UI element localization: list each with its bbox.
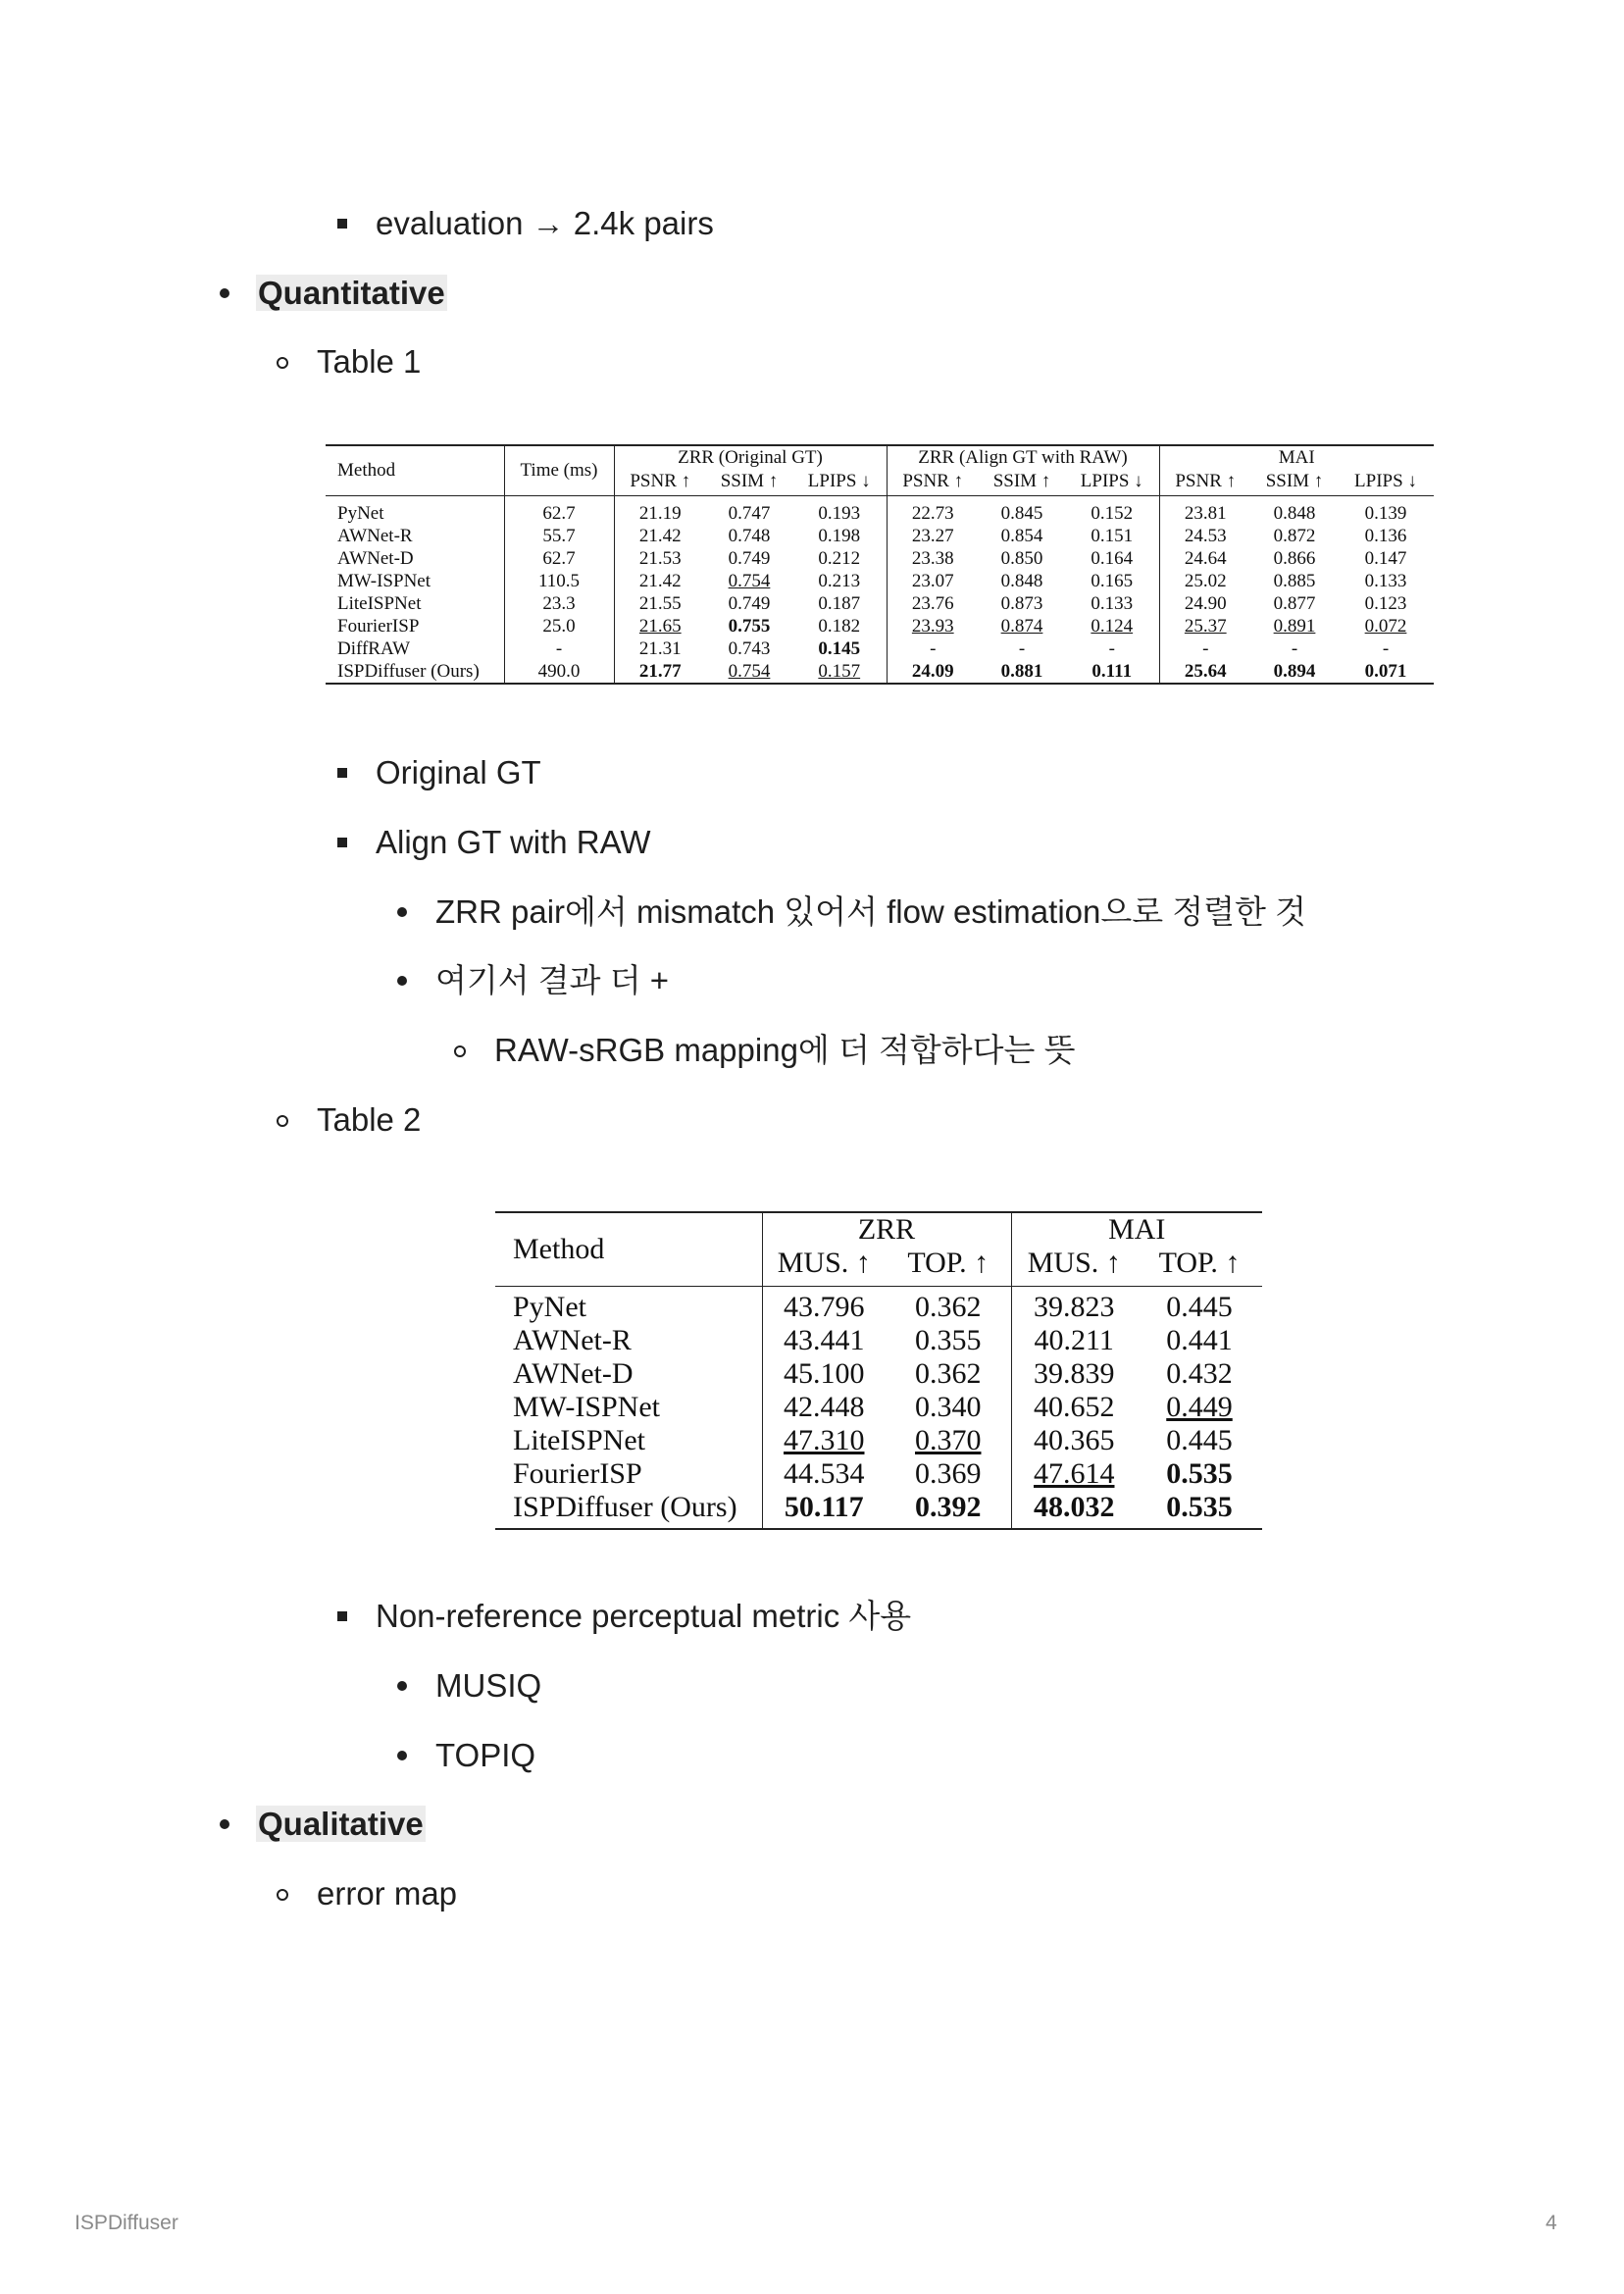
table-cell: 40.652	[1011, 1391, 1137, 1424]
t1-group-header: ZRR (Original GT)	[614, 445, 887, 470]
original-gt-line: Original GT	[376, 754, 541, 790]
table-cell: 21.53	[614, 547, 706, 570]
table-cell: 48.032	[1011, 1491, 1137, 1529]
t2-group-header: MAI	[1011, 1212, 1262, 1247]
table-cell: 0.133	[1091, 592, 1134, 614]
table-cell: 0.392	[886, 1491, 1011, 1529]
table-cell: 39.823	[1011, 1287, 1137, 1325]
table-cell: 0.071	[1338, 660, 1434, 684]
table-cell: 24.53	[1159, 525, 1251, 547]
table-cell: 0.850	[1000, 547, 1043, 569]
table-cell: 23.07	[887, 570, 979, 592]
table-cell: 0.848	[1273, 502, 1316, 524]
table-cell: -	[504, 637, 614, 660]
t2-method-header: Method	[495, 1212, 762, 1287]
table-row-method: FourierISP	[513, 1457, 642, 1490]
square-bullet-icon	[337, 838, 347, 847]
table-cell: 0.535	[1137, 1491, 1262, 1529]
t2-metric-header: TOP. ↑	[1137, 1247, 1262, 1287]
table-cell: 62.7	[504, 547, 614, 570]
table-row-method: MW-ISPNet	[337, 570, 431, 591]
section-heading-quantitative: Quantitative	[258, 275, 445, 311]
t1-metric-header: SSIM ↑	[979, 470, 1065, 496]
table-cell: 0.133	[1364, 570, 1407, 591]
table-cell: 25.0	[504, 615, 614, 637]
table-cell: 62.7	[504, 496, 614, 526]
align-gt-line: Align GT with RAW	[376, 824, 651, 860]
table-cell: 0.164	[1091, 547, 1134, 569]
t2-group-header: ZRR	[762, 1212, 1011, 1247]
table-cell: 0.136	[1364, 525, 1407, 546]
table-cell: 24.09	[887, 660, 979, 684]
circle-bullet-icon	[277, 357, 288, 369]
table-cell: -	[1108, 637, 1115, 659]
table-cell: 0.187	[818, 592, 861, 614]
table-cell: 40.365	[1011, 1424, 1137, 1457]
table-cell: 55.7	[504, 525, 614, 547]
square-bullet-icon	[337, 768, 347, 778]
table-row-method: AWNet-D	[337, 547, 414, 569]
table-cell: 39.839	[1011, 1357, 1137, 1391]
disc-bullet-icon	[397, 1681, 407, 1691]
t1-metric-header: LPIPS ↓	[792, 470, 887, 496]
t1-metric-header: LPIPS ↓	[1065, 470, 1159, 496]
table-cell: 0.198	[818, 525, 861, 546]
table-cell: 0.182	[818, 615, 861, 637]
t1-metric-header: PSNR ↑	[614, 470, 706, 496]
table-cell: 40.211	[1011, 1324, 1137, 1357]
table-cell: 21.55	[614, 592, 706, 615]
table-cell: 0.362	[915, 1291, 982, 1323]
table-cell: 42.448	[762, 1391, 886, 1424]
table-cell: 0.535	[1166, 1457, 1233, 1490]
table1-label: Table 1	[317, 343, 422, 380]
table-cell: 0.881	[979, 660, 1065, 684]
table-cell: 0.145	[818, 637, 861, 659]
section-heading-qualitative: Qualitative	[258, 1806, 424, 1842]
table-cell: 21.31	[614, 637, 706, 660]
table-2	[495, 1211, 1262, 1530]
table-row-method: PyNet	[337, 502, 384, 524]
table-row-method: DiffRAW	[337, 637, 411, 659]
t2-metric-header: MUS. ↑	[762, 1247, 886, 1287]
table-cell: -	[1159, 637, 1251, 660]
t1-group-header: MAI	[1159, 445, 1434, 470]
table-cell: 0.111	[1065, 660, 1159, 684]
table-cell: 0.845	[1000, 502, 1043, 524]
table-cell: 0.212	[818, 547, 861, 569]
t1-metric-header: SSIM ↑	[706, 470, 792, 496]
table-cell: 0.873	[1000, 592, 1043, 614]
table-cell: 21.65	[614, 615, 706, 637]
table-cell: 0.193	[818, 502, 861, 524]
table-cell: -	[1018, 637, 1026, 659]
table-cell: 0.748	[728, 525, 771, 546]
table-row-method: ISPDiffuser (Ours)	[326, 660, 504, 684]
table-cell: 0.749	[728, 592, 771, 614]
table-cell: 0.449	[1166, 1391, 1233, 1423]
table-row-method: MW-ISPNet	[513, 1391, 660, 1423]
table-cell: 0.432	[1166, 1357, 1233, 1390]
disc-bullet-icon	[220, 288, 229, 298]
table-cell: -	[887, 637, 979, 660]
zrr-mismatch-line: ZRR pair에서 mismatch 있어서 flow estimation으로 정렬한 것	[435, 893, 1306, 930]
table-row-method: ISPDiffuser (Ours)	[495, 1491, 762, 1529]
disc-bullet-icon	[397, 976, 407, 986]
table-cell: 0.369	[915, 1457, 982, 1490]
raw-srgb-line: RAW-sRGB mapping에 더 적합하다는 뜻	[494, 1032, 1076, 1068]
table-cell: 44.534	[762, 1457, 886, 1491]
table-row-method: FourierISP	[337, 615, 420, 637]
square-bullet-icon	[337, 1611, 347, 1621]
table-cell: 21.42	[614, 570, 706, 592]
table-cell: 0.872	[1273, 525, 1316, 546]
t1-metric-header: LPIPS ↓	[1338, 470, 1434, 496]
table-cell: 0.165	[1091, 570, 1134, 591]
table-cell: 0.877	[1273, 592, 1316, 614]
table-cell: 0.891	[1273, 615, 1316, 637]
table-cell: 0.362	[915, 1357, 982, 1390]
disc-bullet-icon	[397, 1751, 407, 1760]
table-cell: 0.072	[1364, 615, 1407, 637]
table-cell: 0.370	[915, 1424, 982, 1456]
table-row-method: LiteISPNet	[337, 592, 422, 614]
table-cell: 0.152	[1091, 502, 1134, 524]
table-cell: 0.854	[1000, 525, 1043, 546]
circle-bullet-icon	[277, 1115, 288, 1127]
table-cell: 25.37	[1159, 615, 1251, 637]
disc-bullet-icon	[397, 907, 407, 917]
table-cell: 0.885	[1273, 570, 1316, 591]
table-cell: 23.38	[887, 547, 979, 570]
table-cell: 0.754	[706, 660, 792, 684]
table-cell: 0.213	[818, 570, 861, 591]
table-cell: 0.894	[1251, 660, 1338, 684]
table-row-method: LiteISPNet	[513, 1424, 645, 1456]
table-cell: 23.76	[887, 592, 979, 615]
t1-metric-header: PSNR ↑	[1159, 470, 1251, 496]
table-cell: -	[1382, 637, 1390, 659]
table-cell: 24.90	[1159, 592, 1251, 615]
table-cell: 0.147	[1364, 547, 1407, 569]
eval-line: evaluation → 2.4k pairs	[376, 205, 714, 241]
t2-metric-header: MUS. ↑	[1011, 1247, 1137, 1287]
table-cell: 43.441	[762, 1324, 886, 1357]
table-cell: 0.749	[728, 547, 771, 569]
table-cell: 0.445	[1166, 1291, 1233, 1323]
table-row-method: AWNet-R	[513, 1324, 632, 1356]
table-cell: 0.123	[1364, 592, 1407, 614]
disc-bullet-icon	[220, 1819, 229, 1829]
table-cell: 43.796	[762, 1287, 886, 1325]
table-cell: 22.73	[887, 496, 979, 526]
t1-time-header: Time (ms)	[504, 445, 614, 496]
footer-title: ISPDiffuser	[75, 2212, 178, 2234]
table-cell: 110.5	[504, 570, 614, 592]
table-cell: 47.614	[1011, 1457, 1137, 1491]
musiq-line: MUSIQ	[435, 1667, 542, 1704]
nonref-line: Non-reference perceptual metric 사용	[376, 1598, 912, 1634]
table-cell: 490.0	[504, 660, 614, 684]
circle-bullet-icon	[277, 1889, 288, 1901]
table2-label: Table 2	[317, 1101, 422, 1138]
table-cell: 0.340	[915, 1391, 982, 1423]
table-cell: 0.874	[1000, 615, 1043, 637]
table-cell: -	[1291, 637, 1298, 659]
table-cell: 24.64	[1159, 547, 1251, 570]
table-cell: 0.157	[792, 660, 887, 684]
page-number: 4	[1546, 2212, 1557, 2234]
table-cell: 23.93	[887, 615, 979, 637]
t2-metric-header: TOP. ↑	[886, 1247, 1011, 1287]
table-cell: 23.27	[887, 525, 979, 547]
table-row-method: PyNet	[513, 1291, 586, 1323]
table-cell: 0.441	[1166, 1324, 1233, 1356]
topiq-line: TOPIQ	[435, 1737, 536, 1773]
better-result-line: 여기서 결과 더 +	[435, 962, 670, 998]
table-cell: 0.445	[1166, 1424, 1233, 1456]
table-cell: 21.42	[614, 525, 706, 547]
table-cell: 0.848	[1000, 570, 1043, 591]
table-cell: 0.743	[728, 637, 771, 659]
circle-bullet-icon	[454, 1045, 466, 1057]
table-cell: 23.81	[1159, 496, 1251, 526]
table-cell: 0.747	[728, 502, 771, 524]
table-cell: 45.100	[762, 1357, 886, 1391]
table-cell: 0.151	[1091, 525, 1134, 546]
table-cell: 25.64	[1159, 660, 1251, 684]
t1-method-header: Method	[326, 445, 504, 496]
table-cell: 0.124	[1091, 615, 1134, 637]
table-cell: 0.754	[728, 570, 771, 591]
table-row-method: AWNet-R	[337, 525, 413, 546]
table-cell: 23.3	[504, 592, 614, 615]
table-1	[326, 444, 1434, 685]
error-map-line: error map	[317, 1875, 458, 1912]
t1-group-header: ZRR (Align GT with RAW)	[887, 445, 1159, 470]
table-row-method: AWNet-D	[513, 1357, 634, 1390]
square-bullet-icon	[337, 219, 347, 229]
table-cell: 0.139	[1364, 502, 1407, 524]
table-cell: 50.117	[762, 1491, 886, 1529]
table-cell: 25.02	[1159, 570, 1251, 592]
table-cell: 47.310	[762, 1424, 886, 1457]
table-cell: 21.77	[614, 660, 706, 684]
table-cell: 0.355	[915, 1324, 982, 1356]
table-cell: 21.19	[614, 496, 706, 526]
t1-metric-header: SSIM ↑	[1251, 470, 1338, 496]
table-cell: 0.755	[728, 615, 771, 637]
t1-metric-header: PSNR ↑	[887, 470, 979, 496]
table-cell: 0.866	[1273, 547, 1316, 569]
